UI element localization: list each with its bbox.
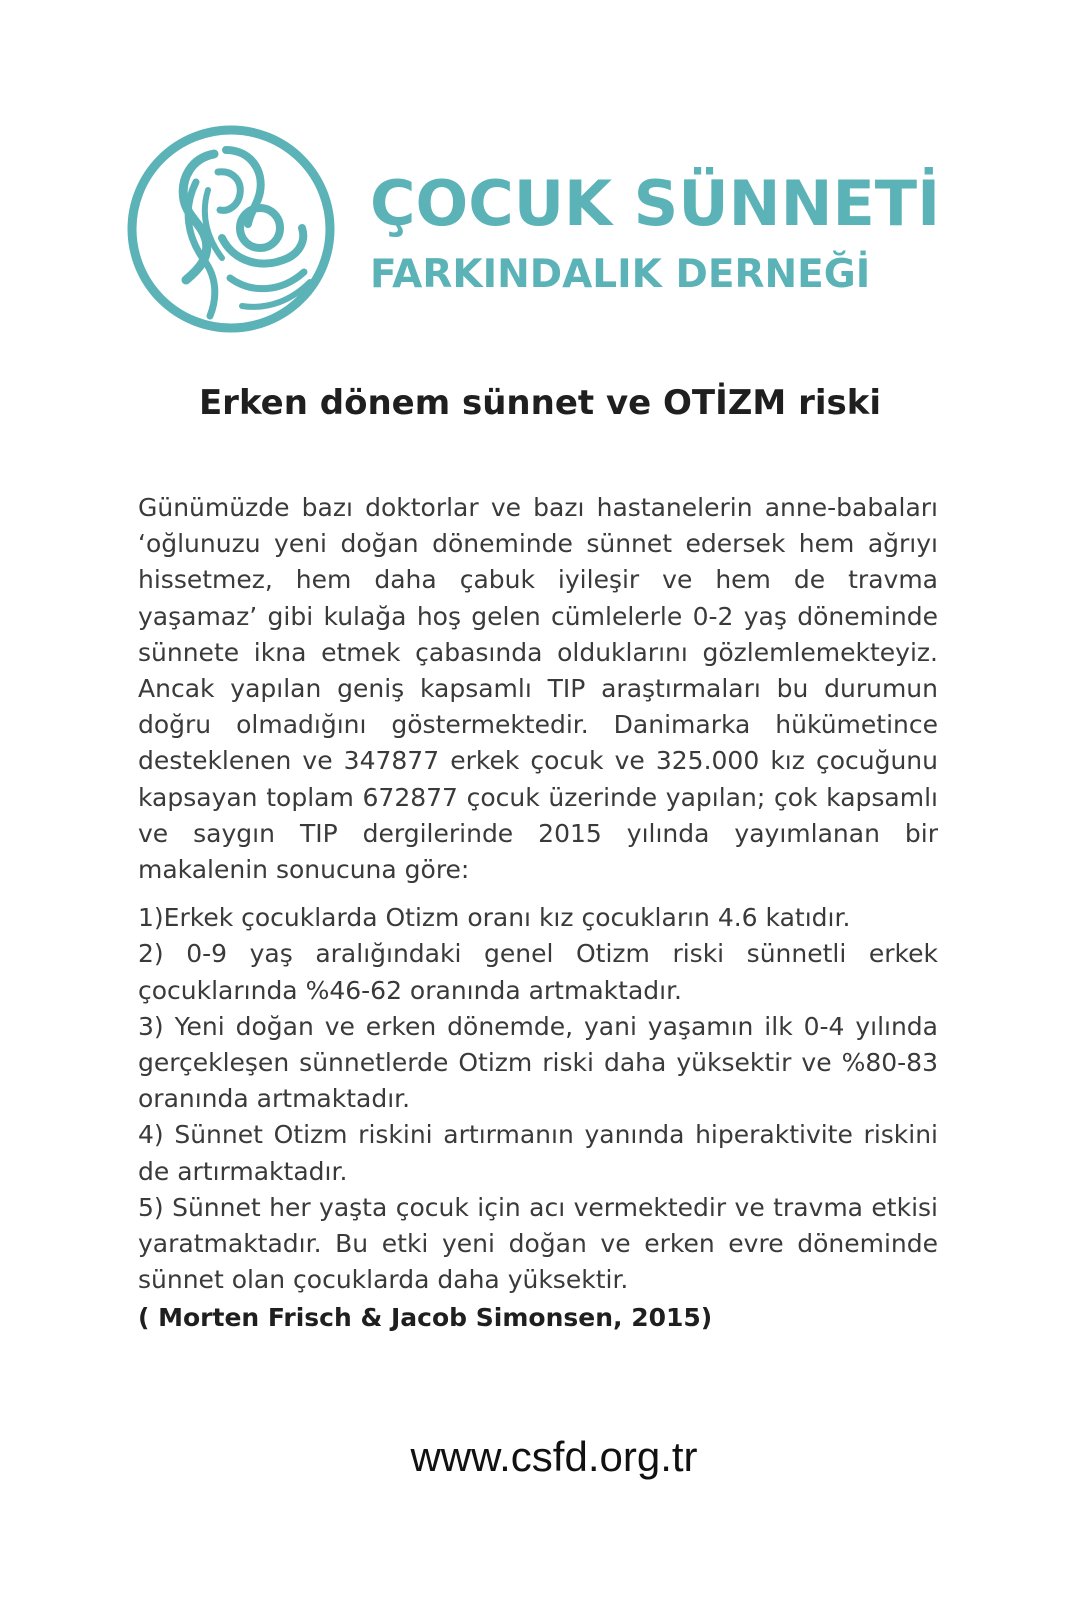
website-url: www.csfd.org.tr — [410, 1433, 698, 1480]
article-body — [138, 490, 938, 1337]
finding-item-5: 5) Sünnet her yaşta çocuk için acı vermektedir ve travma etkisi yaratmaktadır. Bu etki yeni doğan ve erken evre döneminde sünnet olan çocuklarda daha yüksektir. — [138, 1192, 938, 1295]
intro-paragraph: Günümüzde bazı doktorlar ve bazı hastanelerin anne-babaları ‘oğlunuzu yeni doğan döneminde sünnet edersek hem ağrıyı hissetmez, hem daha çabuk iyileşir ve hem de travma yaşamaz’ gibi kulağa hoş gelen cümlelerle 0-2 yaş döneminde sünnete ikna etmek çabasında olduklarını gözlemlemekteyiz. Ancak yapılan geniş kapsamlı TIP araştırmaları bu durumun doğru olmadığını göstermektedir. Danimarka hükümetince desteklenen ve 347877 erkek çocuk ve 325.000 kız çocuğunu kapsayan toplam 672877 çocuk üzerinde yapılan; çok kapsamlı ve saygın TIP dergilerinde 2015 yılında yayımlanan bir makalenin sonucuna göre: — [138, 493, 938, 885]
organization-name-line1: ÇOCUK SÜNNETİ — [370, 167, 941, 240]
finding-item-2: 2) 0-9 yaş aralığındaki genel Otizm riski sünnetli erkek çocuklarında %46-62 oranında artmaktadır. — [138, 939, 938, 1005]
citation: ( Morten Frisch & Jacob Simonsen, 2015) — [138, 1303, 713, 1333]
finding-item-4: 4) Sünnet Otizm riskini artırmanın yanında hiperaktivite riskini de artırmaktadır. — [138, 1120, 938, 1186]
finding-item-1: 1)Erkek çocuklarda Otizm oranı kız çocukların 4.6 katıdır. — [138, 903, 851, 933]
document-title: Erken dönem sünnet ve OTİZM riski — [198, 383, 882, 423]
mother-and-child-icon — [122, 120, 340, 338]
organization-name — [370, 168, 970, 300]
finding-item-3: 3) Yeni doğan ve erken dönemde, yani yaşamın ilk 0-4 yılında gerçekleşen sünnetlerde Otizm riski daha yüksektir ve %80-83 oranında artmaktadır. — [138, 1011, 938, 1114]
organization-name-line2: FARKINDALIK DERNEĞİ — [370, 252, 871, 297]
